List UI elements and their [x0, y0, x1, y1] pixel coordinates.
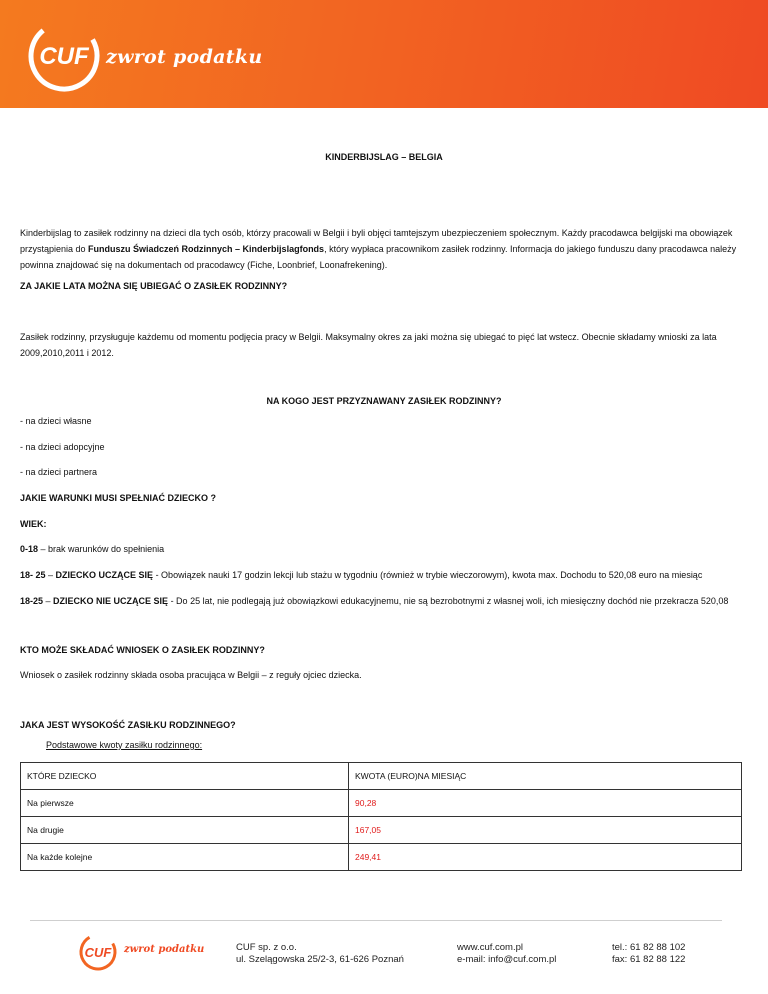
age-text: – brak warunków do spełnienia [38, 544, 165, 554]
table-cell-amount: 90,28 [349, 790, 742, 817]
table-header-cell: KWOTA (EURO)NA MIESIĄC [349, 763, 742, 790]
list-item: - na dzieci partnera [20, 467, 98, 477]
footer-fax: fax: 61 82 88 122 [612, 954, 686, 965]
table-row [21, 844, 742, 871]
table-header-cell: KTÓRE DZIECKO [21, 763, 349, 790]
age-range: 18- 25 [20, 570, 46, 580]
table-row [21, 790, 742, 817]
footer-company: CUF sp. z o.o. [236, 942, 297, 953]
age-category: DZIECKO NIE UCZĄCE SIĘ [53, 596, 169, 606]
intro-text-1: Kinderbijslag to zasiłek rodzinny na dzieci dla tych osób, którzy pracowali w Belgii i byli objęci tamtejszym ubezpieczeniem społecznym. Każdy pracodawca belgijski ma obowiązek przystąpienia do [20, 228, 733, 254]
footer-tel: tel.: 61 82 88 102 [612, 942, 686, 953]
intro-text-2: , który wypłaca pracownikom zasiłek rodzinny. Informacja do jakiego funduszu dany pracodawca należy powinna znajdować się na dokumentach od pracodawcy (Fiche, Loonbrief, Loonafrekening). [20, 244, 737, 270]
table-cell-amount: 249,41 [349, 844, 742, 871]
header-banner [0, 0, 768, 108]
table-caption: Podstawowe kwoty zasiłku rodzinnego: [46, 740, 203, 750]
table-cell-amount: 167,05 [349, 817, 742, 844]
header-tagline: zwrot podatku [106, 46, 263, 68]
table-cell-child: Na każde kolejne [21, 844, 349, 871]
table-cell-child: Na pierwsze [21, 790, 349, 817]
footer-phone-block [612, 942, 685, 966]
table-header-row [21, 763, 742, 790]
svg-text:CUF: CUF [39, 43, 89, 70]
cuf-logo [28, 20, 100, 92]
answer-who-applies: Wniosek o zasiłek rodzinny składa osoba pracująca w Belgii – z reguły ojciec dziecka. [20, 670, 362, 680]
table-row [21, 817, 742, 844]
age-condition-18-25-not-learning [20, 593, 728, 609]
age-text: - Obowiązek nauki 17 godzin lekcji lub stażu w tygodniu (również w trybie wieczorowym), kwota max. Dochodu to 520,08 euro na miesiąc [153, 570, 703, 580]
amount-table [20, 762, 742, 871]
question-who-applies: KTO MOŻE SKŁADAĆ WNIOSEK O ZASIŁEK RODZINNY? [20, 645, 265, 655]
age-range: 0-18 [20, 544, 39, 554]
age-text: - Do 25 lat, nie podlegają już obowiązkowi edukacyjnemu, nie są bezrobotnymi z własnej woli, ich miesięczny dochód nie przekracza 520,08 [168, 596, 729, 606]
table-cell-child: Na drugie [21, 817, 349, 844]
age-category: DZIECKO UCZĄCE SIĘ [55, 570, 154, 580]
dash: – [43, 596, 54, 606]
footer-divider [30, 920, 722, 921]
footer-cuf-logo [78, 932, 118, 972]
footer-contact-block [457, 942, 556, 966]
page-title: KINDERBIJSLAG – BELGIA [325, 152, 443, 162]
age-label: WIEK: [20, 519, 47, 529]
footer-email-link[interactable]: e-mail: info@cuf.com.pl [457, 954, 557, 965]
age-condition-18-25-learning [20, 567, 702, 583]
footer-tagline: zwrot podatku [124, 944, 205, 955]
age-range: 18-25 [20, 596, 44, 606]
answer-years: Zasiłek rodzinny, przysługuje każdemu od momentu podjęcia pracy w Belgii. Maksymalny okres za jaki można się ubiegać to pięć lat wstecz. Obecnie składamy wnioski za lata 2009,2010,2011 i 2012. [20, 332, 717, 358]
question-who: NA KOGO JEST PRZYZNAWANY ZASIŁEK RODZINNY? [266, 396, 502, 406]
age-condition-0-18 [20, 541, 164, 557]
intro-fund-name: Funduszu Świadczeń Rodzinnych – Kinderbijslagfonds [88, 244, 325, 254]
intro-paragraph [20, 225, 750, 273]
footer-company-block [236, 942, 404, 966]
question-years: ZA JAKIE LATA MOŻNA SIĘ UBIEGAĆ O ZASIŁEK RODZINNY? [20, 281, 288, 291]
dash: – [45, 570, 56, 580]
svg-text:CUF: CUF [84, 945, 112, 960]
question-amount: JAKA JEST WYSOKOŚĆ ZASIŁKU RODZINNEGO? [20, 720, 236, 730]
footer-address: ul. Szelągowska 25/2-3, 61-626 Poznań [236, 954, 404, 965]
list-item: - na dzieci własne [20, 416, 92, 426]
list-item: - na dzieci adopcyjne [20, 442, 105, 452]
footer-web-link[interactable]: www.cuf.com.pl [457, 942, 523, 953]
question-conditions: JAKIE WARUNKI MUSI SPEŁNIAĆ DZIECKO ? [20, 493, 217, 503]
